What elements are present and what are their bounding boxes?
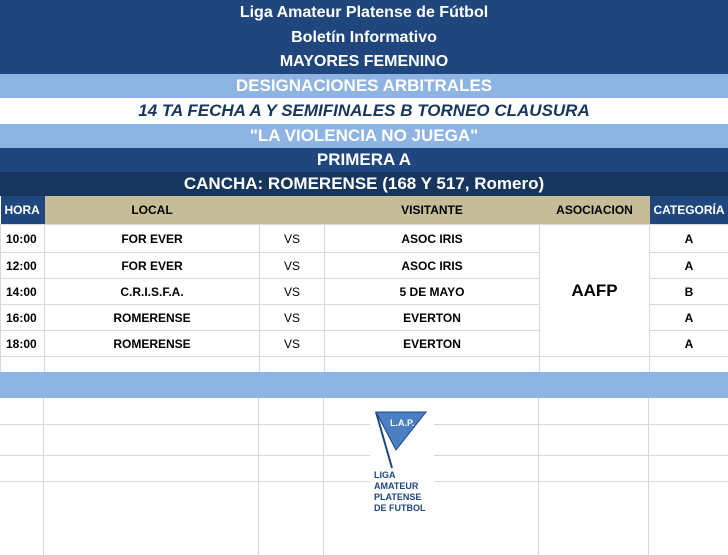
- cell-visitante: ASOC IRIS: [325, 253, 540, 279]
- cell-categoria: A: [650, 253, 728, 279]
- logo-line: AMATEUR: [374, 481, 419, 491]
- col-local: LOCAL: [45, 196, 260, 225]
- cell-hora: 12:00: [1, 253, 45, 279]
- cell-local: FOR EVER: [45, 253, 260, 279]
- cell-categoria: B: [650, 279, 728, 305]
- league-logo: [370, 410, 434, 522]
- cell-vs: VS: [260, 279, 325, 305]
- division-title: PRIMERA A: [0, 148, 728, 172]
- bulletin-title: Boletín Informativo: [0, 26, 728, 50]
- cell-local: FOR EVER: [45, 225, 260, 253]
- col-visitante: VISITANTE: [325, 196, 540, 225]
- col-categoria: CATEGORÍA: [650, 196, 728, 225]
- cell-local: C.R.I.S.F.A.: [45, 279, 260, 305]
- cell-visitante: 5 DE MAYO: [325, 279, 540, 305]
- cell-categoria: A: [650, 305, 728, 331]
- cell-categoria: A: [650, 331, 728, 357]
- cell-hora: 10:00: [1, 225, 45, 253]
- slogan-banner: "LA VIOLENCIA NO JUEGA": [0, 124, 728, 148]
- col-hora: HORA: [1, 196, 45, 225]
- cell-hora: 16:00: [1, 305, 45, 331]
- cell-vs: VS: [260, 225, 325, 253]
- cell-local: ROMERENSE: [45, 305, 260, 331]
- round-title: 14 TA FECHA A Y SEMIFINALES B TORNEO CLAUSURA: [0, 98, 728, 124]
- cell-vs: VS: [260, 253, 325, 279]
- pennant-flag-icon: [370, 410, 434, 470]
- cell-categoria: A: [650, 225, 728, 253]
- col-asociacion: ASOCIACION: [540, 196, 650, 225]
- table-row: [1, 225, 728, 253]
- logo-line: LIGA: [374, 470, 396, 480]
- cell-hora: 14:00: [1, 279, 45, 305]
- cell-vs: VS: [260, 331, 325, 357]
- empty-grid: [0, 398, 728, 555]
- cell-visitante: ASOC IRIS: [325, 225, 540, 253]
- logo-flag-text: L.A.P.: [390, 418, 415, 428]
- category-title: MAYORES FEMENINO: [0, 50, 728, 74]
- designations-title: DESIGNACIONES ARBITRALES: [0, 74, 728, 98]
- table-header-row: [1, 196, 728, 225]
- separator-band: [0, 372, 728, 398]
- logo-caption: [374, 470, 426, 514]
- col-vs: [260, 196, 325, 225]
- cell-vs: VS: [260, 305, 325, 331]
- venue-title: CANCHA: ROMERENSE (168 Y 517, Romero): [0, 172, 728, 196]
- logo-line: PLATENSE: [374, 492, 422, 502]
- logo-line: DE FUTBOL: [374, 503, 426, 513]
- league-title: Liga Amateur Platense de Fútbol: [0, 0, 728, 26]
- schedule-table: [0, 196, 728, 383]
- cell-visitante: EVERTON: [325, 305, 540, 331]
- cell-local: ROMERENSE: [45, 331, 260, 357]
- cell-hora: 18:00: [1, 331, 45, 357]
- cell-visitante: EVERTON: [325, 331, 540, 357]
- cell-asociacion: AAFP: [540, 225, 650, 357]
